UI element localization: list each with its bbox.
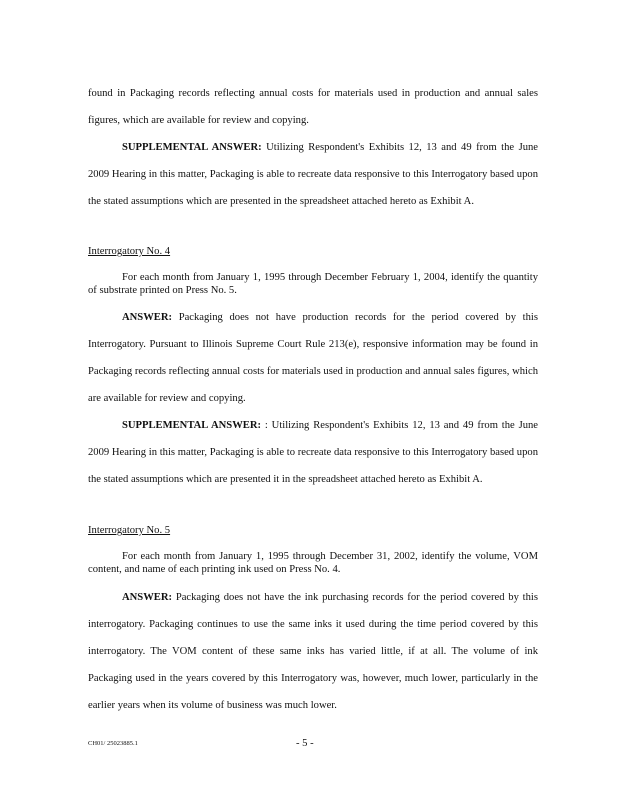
supplemental-answer-3 — [88, 134, 538, 215]
interrogatory-4-supplemental-answer — [88, 412, 538, 493]
supplemental-answer-text: : Utilizing Respondent's Exhibits 12, 13 and 49 from the June 2009 Hearing in this matter, Packaging is able to recreate data responsive to this Interrogatory based upon the stated assumptions which are presented it in the spreadsheet attached hereto as Exhibit A. — [88, 420, 538, 485]
interrogatory-4-answer — [88, 304, 538, 412]
interrogatory-5-answer — [88, 584, 538, 719]
supplemental-answer-label: SUPPLEMENTAL ANSWER: — [122, 420, 262, 431]
paragraph-continuation: found in Packaging records reflecting annual costs for materials used in production and annual sales figures, which are available for review and copying. — [88, 88, 538, 126]
interrogatory-4-question: For each month from January 1, 1995 through December February 1, 2004, identify the quantity of substrate printed on Press No. 5. — [88, 272, 538, 296]
interrogatory-4-heading: Interrogatory No. 4 — [88, 246, 171, 257]
supplemental-answer-label: SUPPLEMENTAL ANSWER: — [122, 142, 262, 153]
answer-text: Packaging does not have production records for the period covered by this Interrogatory. Pursuant to Illinois Supreme Court Rule 213(e), responsive information may be found in Packaging records reflecting annual costs for materials used in production and annual sales figures, which are available for review and copying. — [88, 312, 538, 404]
supplemental-answer-text: Utilizing Respondent's Exhibits 12, 13 and 49 from the June 2009 Hearing in this matter, Packaging is able to recreate data responsive to this Interrogatory based upon the stated assumptions which are presented in the spreadsheet attached hereto as Exhibit A. — [88, 142, 538, 207]
answer-label: ANSWER: — [122, 592, 173, 603]
answer-text: Packaging does not have the ink purchasing records for the period covered by this interrogatory. Packaging continues to use the same inks it used during the time period covered by this interrogatory. The VOM content of these same inks has varied little, if at all. The volume of ink Packaging used in the years covered by this Interrogatory was, however, much lower, particularly in the earlier years when its volume of business was much lower. — [88, 592, 538, 711]
answer-label: ANSWER: — [122, 312, 173, 323]
page-number: - 5 - — [296, 738, 314, 749]
document-id: CH01/ 25023885.1 — [88, 740, 138, 747]
interrogatory-5-question: For each month from January 1, 1995 through December 31, 2002, identify the volume, VOM content, and name of each printing ink used on Press No. 4. — [88, 551, 538, 575]
interrogatory-5-heading: Interrogatory No. 5 — [88, 525, 171, 536]
